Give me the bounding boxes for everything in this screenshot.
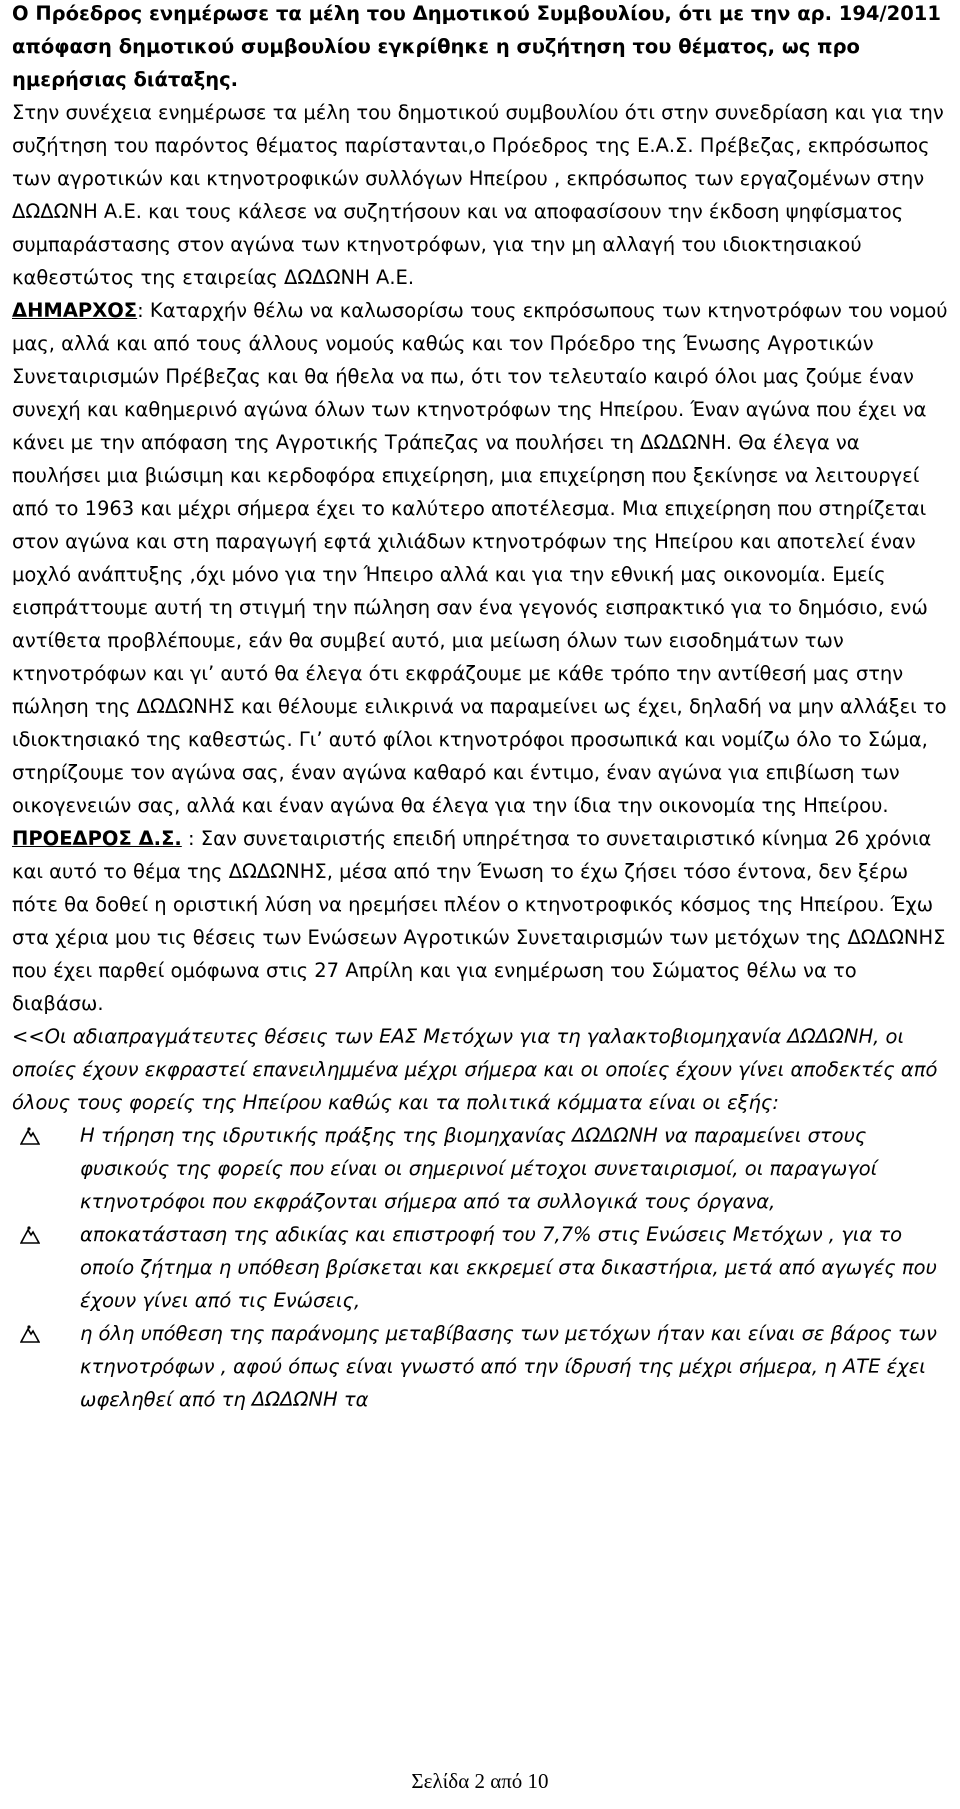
list-item <box>12 1317 950 1416</box>
president-label: ΠΡΟΕΔΡΟΣ Δ.Σ. <box>12 827 182 850</box>
mayor-statement <box>12 294 950 822</box>
mountain-climber-icon <box>20 1218 44 1251</box>
list-item-text: αποκατάσταση της αδικίας και επιστροφή του 7,7% στις Ενώσεις Μετόχων , για το οποίο ζήτημα η υπόθεση βρίσκεται και εκκρεμεί στα δικαστήρια, μετά από αγωγές που έχουν γίνει από τις Ενώσεις, <box>80 1223 937 1312</box>
list-item-text: Η τήρηση της ιδρυτικής πράξης της βιομηχανίας ΔΩΔΩΝΗ να παραμείνει στους φυσικούς της φορείς που είναι οι σημερινοί μέτοχοι συνεταιρισμοί, οι παραγωγοί κτηνοτρόφοι που εκφράζονται σήμερα από τα συλλογικά τους όργανα, <box>80 1124 878 1213</box>
list-item-text: η όλη υπόθεση της παράνομης μεταβίβασης των μετόχων ήταν και είναι σε βάρος των κτηνοτρόφων , αφού όπως είναι γνωστό από την ίδρυσή της μέχρι σήμερα, η ΑΤΕ έχει ωφεληθεί από τη ΔΩΔΩΝΗ τα <box>80 1322 937 1411</box>
intro-paragraph <box>12 0 950 96</box>
paragraph-attendees: Στην συνέχεια ενημέρωσε τα μέλη του δημοτικού συμβουλίου ότι στην συνεδρίαση και για την συζήτηση του παρόντος θέματος παρίστανται,ο Πρόεδρος της Ε.Α.Σ. Πρέβεζας, εκπρόσωπος των αγροτικών και κτηνοτροφικών συλλόγων Ηπείρου , εκπρόσωπος των εργαζομένων στην ΔΩΔΩΝΗ Α.Ε. και τους κάλεσε να συζητήσουν και να αποφασίσουν την έκδοση ψηφίσματος συμπαράστασης στον αγώνα των κτηνοτρόφων, για την μη αλλαγή του ιδιοκτησιακού καθεστώτος της εταιρείας ΔΩΔΩΝΗ Α.Ε. <box>12 101 944 289</box>
mountain-climber-icon <box>20 1119 44 1152</box>
positions-list <box>12 1119 950 1416</box>
list-item <box>12 1218 950 1317</box>
president-statement <box>12 822 950 1020</box>
quoted-positions-intro: <<Οι αδιαπραγμάτευτες θέσεις των ΕΑΣ Μετόχων για τη γαλακτοβιομηχανία ΔΩΔΩΝΗ, οι οποίες έχουν εκφραστεί επανειλημμένα μέχρι σήμερα και οι οποίες έχουν γίνει αποδεκτές από όλους τους φορείς της Ηπείρου καθώς και τα πολιτικά κόμματα είναι οι εξής: <box>12 1025 938 1114</box>
list-item <box>12 1119 950 1218</box>
intro-bold-text: Ο Πρόεδρος ενημέρωσε τα μέλη του Δημοτικού Συμβουλίου, ότι με την αρ. 194/2011 απόφαση δημοτικού συμβουλίου εγκρίθηκε η συζήτηση του θέματος, ως προ ημερήσιας διάταξης. <box>12 2 941 91</box>
mayor-text: : Καταρχήν θέλω να καλωσορίσω τους εκπρόσωπους των κτηνοτρόφων του νομού μας, αλλά και από τους άλλους νομούς καθώς και τον Πρόεδρο της Ένωσης Αγροτικών Συνεταιρισμών Πρέβεζας και θα ήθελα να πω, ότι τον τελευταίο καιρό όλοι μας ζούμε έναν συνεχή και καθημερινό αγώνα όλων των κτηνοτρόφων της Ηπείρου. Έναν αγώνα που έχει να κάνει με την απόφαση της Αγροτικής Τράπεζας να πουλήσει τη ΔΩΔΩΝΗ. Θα έλεγα να πουλήσει μια βιώσιμη και κερδοφόρα επιχείρηση, μια επιχείρηση που ξεκίνησε να λειτουργεί από το 1963 και μέχρι σήμερα έχει το καλύτερο αποτέλεσμα. Μια επιχείρηση που στηρίζεται στον αγώνα και στη παραγωγή εφτά χιλιάδων κτηνοτρόφων της Ηπείρου και αποτελεί έναν μοχλό ανάπτυξης ,όχι μόνο για την Ήπειρο αλλά και για την εθνική μας οικονομία. Εμείς εισπράττουμε αυτή τη στιγμή την πώληση σαν ένα γεγονός εισπρακτικό για το δημόσιο, ενώ αντίθετα προβλέπουμε, εάν θα συμβεί αυτό, μια μείωση όλων των εισοδημάτων των κτηνοτρόφων και γι’ αυτό θα έλεγα ότι εκφράζουμε με κάθε τρόπο την αντίθεσή μας στην πώληση της ΔΩΔΩΝΗΣ και θέλουμε ειλικρινά να παραμείνει ως έχει, δηλαδή να μην αλλάξει το ιδιοκτησιακό της καθεστώς. Γι’ αυτό φίλοι κτηνοτρόφοι προσωπικά και νομίζω όλο το Σώμα, στηρίζουμε τον αγώνα σας, έναν αγώνα καθαρό και έντιμο, έναν αγώνα για επιβίωση των οικογενειών σας, αλλά και έναν αγώνα θα έλεγα για την ίδια την οικονομία της Ηπείρου. <box>12 299 948 817</box>
mountain-climber-icon <box>20 1317 44 1350</box>
mayor-label: ΔΗΜΑΡΧΟΣ <box>12 299 138 322</box>
president-text: : Σαν συνεταιριστής επειδή υπηρέτησα το συνεταιριστικό κίνημα 26 χρόνια και αυτό το θέμα της ΔΩΔΩΝΗΣ, μέσα από την Ένωση το έχω ζήσει τόσο έντονα, δεν ξέρω πότε θα δοθεί η οριστική λύση να ηρεμήσει πλέον ο κτηνοτροφικός κόσμος της Ηπείρου. Έχω στα χέρια μου τις θέσεις των Ενώσεων Αγροτικών Συνεταιρισμών των μετόχων της ΔΩΔΩΝΗΣ που έχει παρθεί ομόφωνα στις 27 Απρίλη και για ενημέρωση του Σώματος θέλω να το διαβάσω. <box>12 827 946 1015</box>
page-number-footer: Σελίδα 2 από 10 <box>411 1769 549 1793</box>
